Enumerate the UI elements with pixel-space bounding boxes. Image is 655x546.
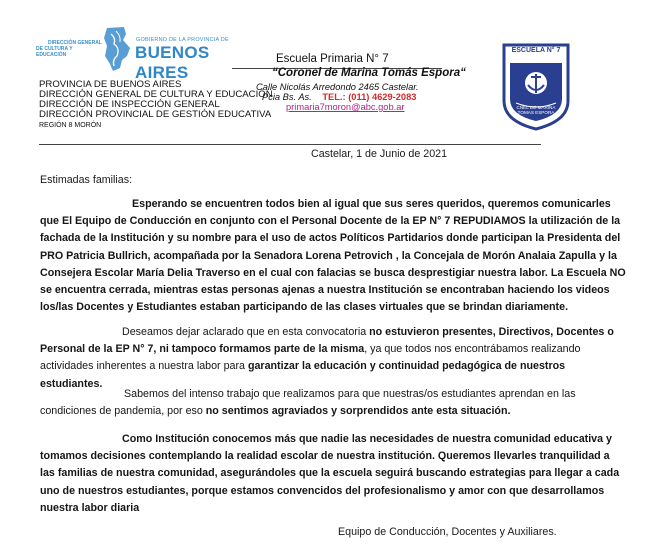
school-email-link[interactable]: primaria7moron@abc.gob.ar [286,102,405,112]
admin-line-4: DIRECCIÓN PROVINCIAL DE GESTIÓN EDUCATIVA [39,109,272,120]
p2-text-a: Deseamos dejar aclarado que en esta convocatoria [122,326,370,338]
seal-bottom-line1: CNEL DE MARINA [516,105,556,110]
letter-signature: Equipo de Conducción, Docentes y Auxiliares. [338,526,557,538]
admin-line-1: PROVINCIA DE BUENOS AIRES [39,79,182,90]
government-logo [34,26,234,82]
school-city: Pcia Bs. As. [262,92,312,102]
admin-line-5: REGIÓN 8 MORÓN [39,122,102,129]
letter-paragraph-1 [40,196,626,316]
school-seal [500,41,572,131]
school-address: Calle Nicolás Arredondo 2465 Castelar. [256,82,419,92]
school-subtitle: “Coronel de Marina Tomás Espora“ [272,67,466,79]
p1-text: Esperando se encuentren todos bien al igual que sus seres queridos, queremos comunicarles que El Equipo de Conducción en conjunto con el Personal Docente de la EP N° 7 REPUDIAMOS la utilización de la fachada de la Institución y su nombre para el uso de actos Políticos Partidarios donde participan la Presidenta del PRO Patricia Bullrich, acompañada por la Senadora Lorena Petrovich , la Concejala de Morón Analaia Zapulla y la Consejera Escolar María Delia Traverso en el cual con falacias se busca desprestigiar nuestra labor. La Escuela NO se encuentra cerrada, mientras estas personas ajenas a nuestra Institución se encontraban haciendo los videos los/las Docentes y Estudiantes estaban participando de las clases virtuales que se brindan diariamente. [40,198,626,314]
p2-text-d: garantizar la educación y continuidad pedagógica de nuestros estudiantes. [40,360,566,390]
letter-date: Castelar, 1 de Junio de 2021 [311,148,448,160]
p2-text-b: no estuvieron presentes, Directivos, Docentes o Personal de la EP N° 7, ni tampoco formamos parte de la misma [40,326,614,356]
p3-text-b: no sentimos agraviados y sorprendidos ante esta situación. [205,405,511,418]
gov-logo-dir1: DIRECCIÓN GENERAL [48,40,102,46]
admin-line-3: DIRECCIÓN DE INSPECCIÓN GENERAL [39,99,220,110]
school-title: Escuela Primaria N° 7 [276,53,389,65]
gov-logo-line2: BUENOS AIRES [135,43,210,82]
seal-bottom-line2: TOMAS ESPORA [517,110,555,115]
gov-logo-line1: GOBIERNO DE LA PROVINCIA DE [136,37,229,43]
header-rule [39,144,541,145]
p3-text-a: Sabemos del intenso trabajo que realizamos para que nuestras/os estudiantes aprendan en las condiciones de pandemia, por eso [40,388,576,418]
school-tel: TEL.: (011) 4629-2083 [322,92,417,102]
school-seal-icon [500,41,572,131]
gov-logo-dir2: DE CULTURA Y EDUCACIÓN [36,46,73,58]
province-map-icon [102,26,132,72]
p4-text: Como Institución conocemos más que nadie las necesidades de nuestra comunidad educativa y tomamos decisiones contemplando la realidad escolar de nuestra institución. Queremos llevarles tranquilidad a las familias de nuestra comunidad, asegurándoles que la escuela seguirá buscando estrategias para llegar a cada uno de nuestros estudiantes, porque estamos convencidos del profesionalismo y amor con que desarrollamos nuestra labor diaria [40,433,620,514]
letter-paragraph-3 [40,386,626,420]
admin-line-2: DIRECCIÓN GENERAL DE CULTURA Y EDUCACIÓN [39,89,273,100]
letter-paragraph-2 [40,324,626,393]
gov-logo-dir [36,40,102,58]
p2-text-c: , ya que todos nos encontrábamos realizando actividades inherentes a nuestra labor para [40,343,581,373]
letter-greeting: Estimadas familias: [40,174,133,186]
letter-paragraph-4 [40,431,626,517]
seal-bottom-text [500,105,572,115]
seal-top-text: ESCUELA N° 7 [511,47,561,54]
